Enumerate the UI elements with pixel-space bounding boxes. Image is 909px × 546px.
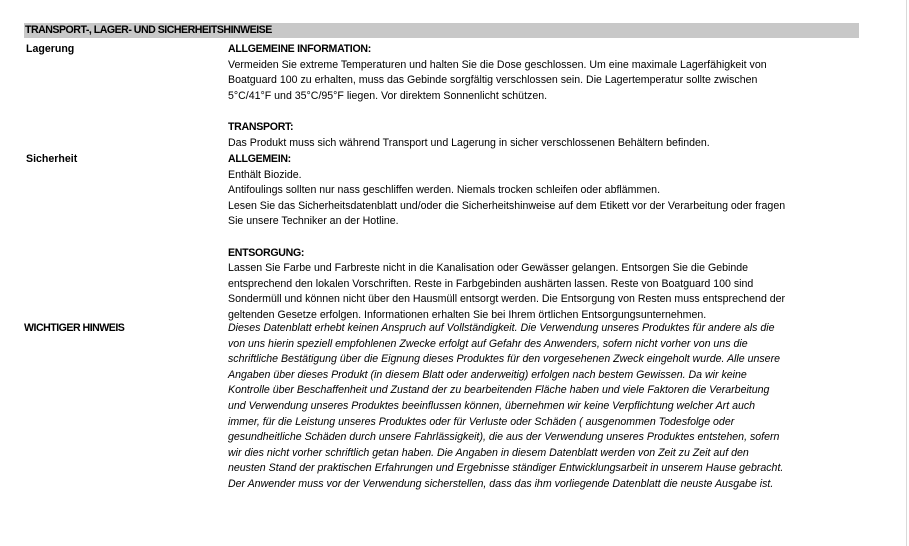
text-line: Antifoulings sollten nur nass geschliffen werden. Niemals trocken schleifen oder abflämmen. (228, 184, 661, 197)
lagerung-transport-text (228, 136, 863, 152)
sicherheit-content (228, 152, 863, 324)
paragraph-gap (228, 104, 863, 120)
text-line: Das Produkt muss sich während Transport und Lagerung in sicher verschlossenen Behältern befinden. (228, 136, 710, 149)
text-line: schriftliche Bestätigung über die Eignung dieses Produktes für den vorgesehenen Zweck eingeholt wurde. Alle unsere (228, 353, 780, 366)
text-line: 5°C/41°F und 35°C/95°F liegen. Vor direktem Sonnenlicht schützen. (228, 89, 548, 102)
text-line: gesundheitliche Schäden durch unsere Fahrlässigkeit), die aus der Verwendung unseres Produktes entstehen, sofern (228, 431, 780, 444)
hinweis-content (228, 321, 864, 493)
sicherheit-entsorgung-text (228, 261, 863, 323)
section-title: TRANSPORT-, LAGER- UND SICHERHEITSHINWEISE (25, 24, 272, 36)
paragraph-gap (228, 230, 863, 246)
page-edge-rule (906, 0, 907, 546)
lagerung-allgemein-heading: ALLGEMEINE INFORMATION: (228, 43, 371, 55)
text-line: geltenden Gesetze erfolgen. Informationen erhalten Sie bei Ihrem örtlichen Entsorgungsunternehmen. (228, 308, 707, 321)
text-line: von uns hierin speziell empfohlenen Zwecke erfolgt auf Gefahr des Anwenders, sofern nicht vorher von uns die (228, 337, 748, 350)
text-line: Vermeiden Sie extreme Temperaturen und halten Sie die Dose geschlossen. Um eine maximale Lagerfähigkeit von (228, 58, 767, 71)
lagerung-content (228, 42, 863, 151)
text-line: Dieses Datenblatt erhebt keinen Anspruch auf Vollständigkeit. Die Verwendung unseres Produktes für andere als die (228, 322, 775, 334)
text-line: Lassen Sie Farbe und Farbreste nicht in die Kanalisation oder Gewässer gelangen. Entsorgen Sie die Gebinde (228, 262, 749, 275)
row-label-sicherheit: Sicherheit (26, 153, 78, 165)
row-label-lagerung: Lagerung (26, 43, 75, 55)
text-line: Boatguard 100 zu erhalten, muss das Gebinde sorgfältig verschlossen sein. Die Lagertemperatur sollte zwischen (228, 74, 758, 87)
row-label-wichtiger-hinweis: WICHTIGER HINWEIS (24, 322, 125, 334)
text-line: Sie unsere Techniker an der Hotline. (228, 215, 399, 228)
text-line: wir dies nicht vorher schriftlich getan haben. Die Angaben in diesem Datenblatt werden von Zeit zu Zeit auf den (228, 446, 749, 459)
text-line: Kontrolle über Beschaffenheit und Zustand der zu bearbeitenden Fläche haben und viele Faktoren die Verarbeitung (228, 384, 770, 397)
text-line: Der Anwender muss vor der Verwendung sicherstellen, dass das ihm vorliegende Datenblatt die neuste Ausgabe ist. (228, 477, 774, 490)
sicherheit-allgemein-heading: ALLGEMEIN: (228, 153, 291, 165)
text-line: Sondermüll und können nicht über den Hausmüll entsorgt werden. Die Entsorgung von Resten muss entsprechend der (228, 293, 786, 306)
lagerung-transport-heading: TRANSPORT: (228, 120, 294, 133)
sicherheit-allgemein-text (228, 168, 863, 230)
text-line: Angaben über dieses Produkt (in diesem Blatt oder anderweitig) erfolgen nach bestem Gewissen. Da wir keine (228, 368, 747, 381)
text-line: Enthält Biozide. (228, 168, 302, 181)
text-line: entsprechend den lokalen Vorschriften. Reste in Farbgebinden aushärten lassen. Reste von Boatguard 100 sind (228, 277, 754, 290)
text-line: immer, für die Leistung unseres Produktes oder für Verluste oder Schäden ( ausgenommen Todesfolge oder (228, 415, 735, 428)
text-line: neusten Stand der praktischen Erfahrungen und Ergebnisse ständiger Entwicklungsarbeit in unserem Hause gebracht. (228, 462, 784, 475)
lagerung-allgemein-text (228, 58, 863, 105)
sicherheit-entsorgung-heading: ENTSORGUNG: (228, 246, 305, 259)
text-line: und Verwendung unseres Produktes beeinflussen können, übernehmen wir keine Verpflichtung welcher Art auch (228, 399, 756, 412)
section-header-bar (24, 23, 859, 38)
text-line: Lesen Sie das Sicherheitsdatenblatt und/oder die Sicherheitshinweise auf dem Etikett vor der Verarbeitung oder fragen (228, 199, 786, 212)
